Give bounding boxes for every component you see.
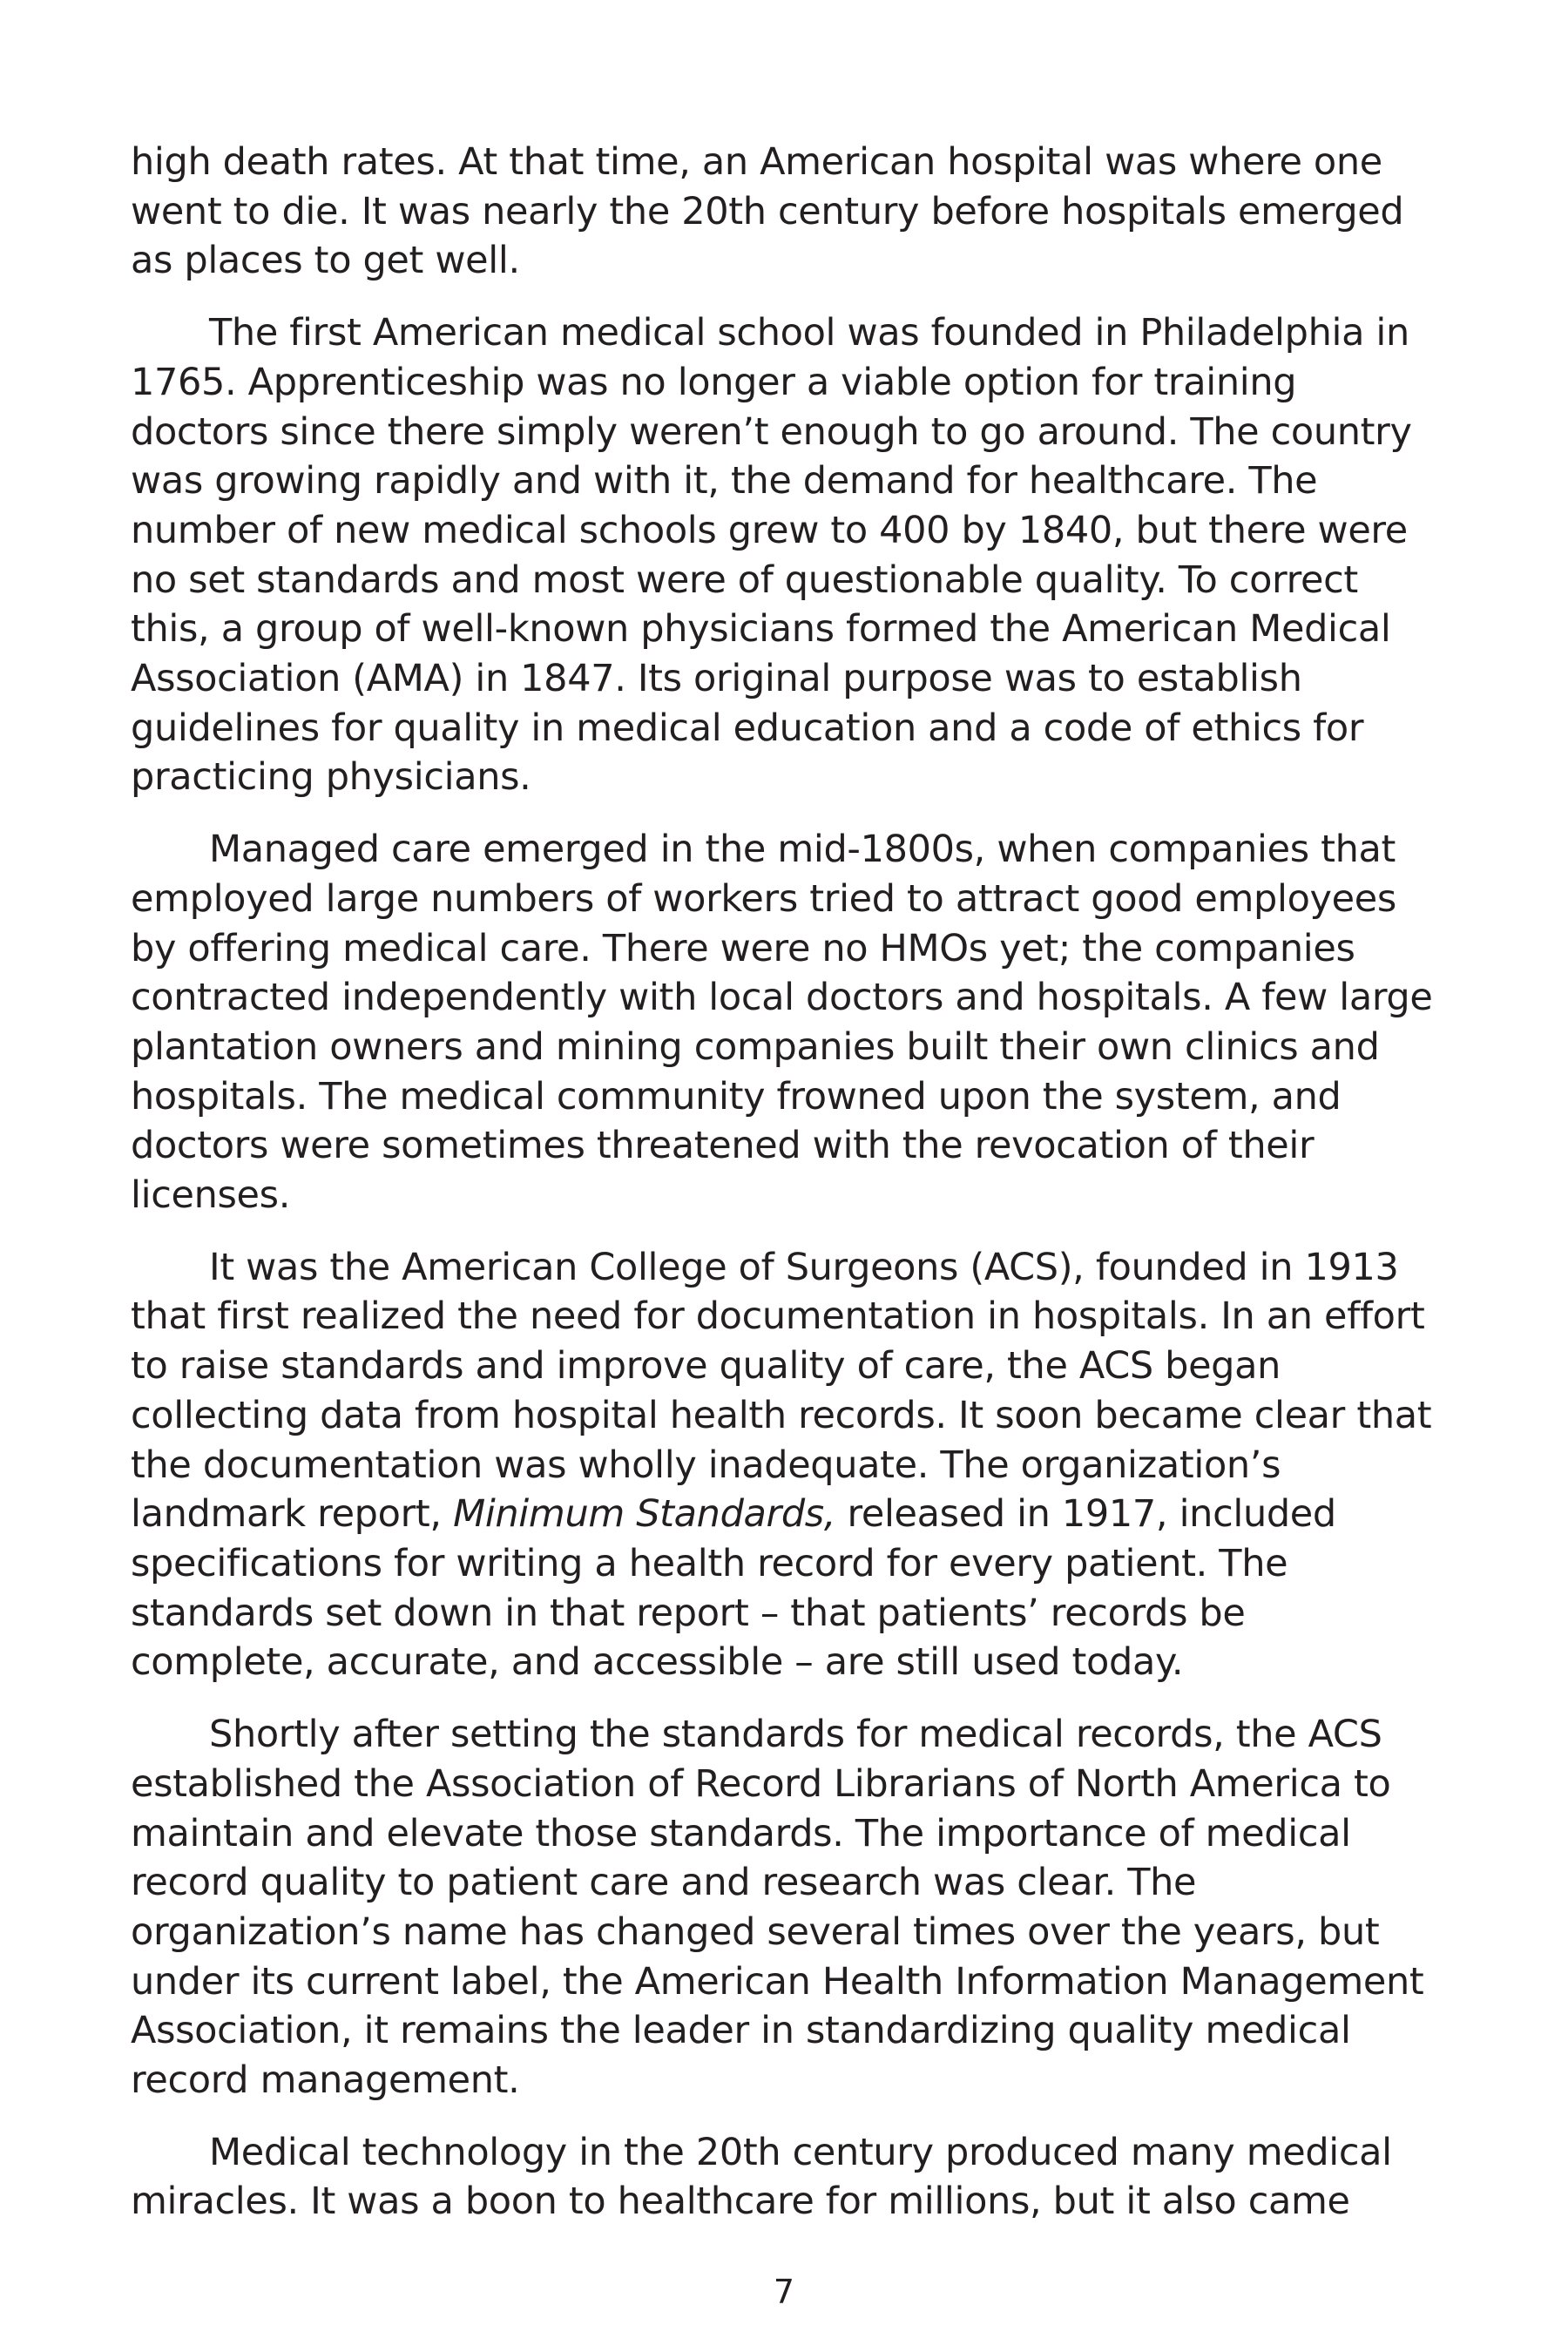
page-number: 7: [773, 2273, 795, 2311]
paragraph-record-librarians: Shortly after setting the standards for medical records, the ACS established the Association of Record Librarians of North America to maintain and elevate those standards. The importance of medical record quality to patient care and research was clear. The organization’s name has changed several times over the years, but under its current label, the American Health Information Management Association, it remains the leader in standardizing quality medical record management.: [131, 1713, 1424, 2103]
paragraph-hospital-death-rates: high death rates. At that time, an American hospital was where one went to die. It was nearly the 20th century before hospitals emerged as places to get well.: [131, 140, 1404, 283]
report-title-italic: Minimum Standards,: [453, 1492, 836, 1537]
paragraph-managed-care: Managed care emerged in the mid-1800s, when companies that employed large numbers of workers tried to attract good employees by offering medical care. There were no HMOs yet; the companies contracted independently with local doctors and hospitals. A few large plantation owners and mining companies built their own clinics and hospitals. The medical community frowned upon the system, and doctors were sometimes threatened with the revocation of their licenses.: [131, 828, 1433, 1218]
paragraph-american-college-of-surgeons: [131, 1243, 1437, 1687]
acs-text-before: It was the American College of Surgeons (ACS), founded in 1913 that first realized the need for documentation in hospitals. In an effort to raise standards and improve quality of care, the ACS began collecting data from hospital health records. It soon became clear that the documentation was wholly inadequate. The organization’s landmark report,: [131, 1245, 1432, 1537]
acs-text-after: released in 1917, included specifications for writing a health record for every patient. The standards set down in that report – that patients’ records be complete, accurate, and accessible – are still used today.: [131, 1492, 1336, 1685]
document-body: [131, 138, 1437, 2249]
paragraph-first-medical-school: The first American medical school was founded in Philadelphia in 1765. Apprenticeship was no longer a viable option for training doctors since there simply weren’t enough to go around. The country was growing rapidly and with it, the demand for healthcare. The number of new medical schools grew to 400 by 1840, but there were no set standards and most were of questionable quality. To correct this, a group of well-known physicians formed the American Medical Association (AMA) in 1847. Its original purpose was to establish guidelines for quality in medical education and a code of ethics for practicing physicians.: [131, 311, 1412, 800]
paragraph-medical-technology: Medical technology in the 20th century produced many medical miracles. It was a boon to healthcare for millions, but it also came: [131, 2130, 1392, 2224]
